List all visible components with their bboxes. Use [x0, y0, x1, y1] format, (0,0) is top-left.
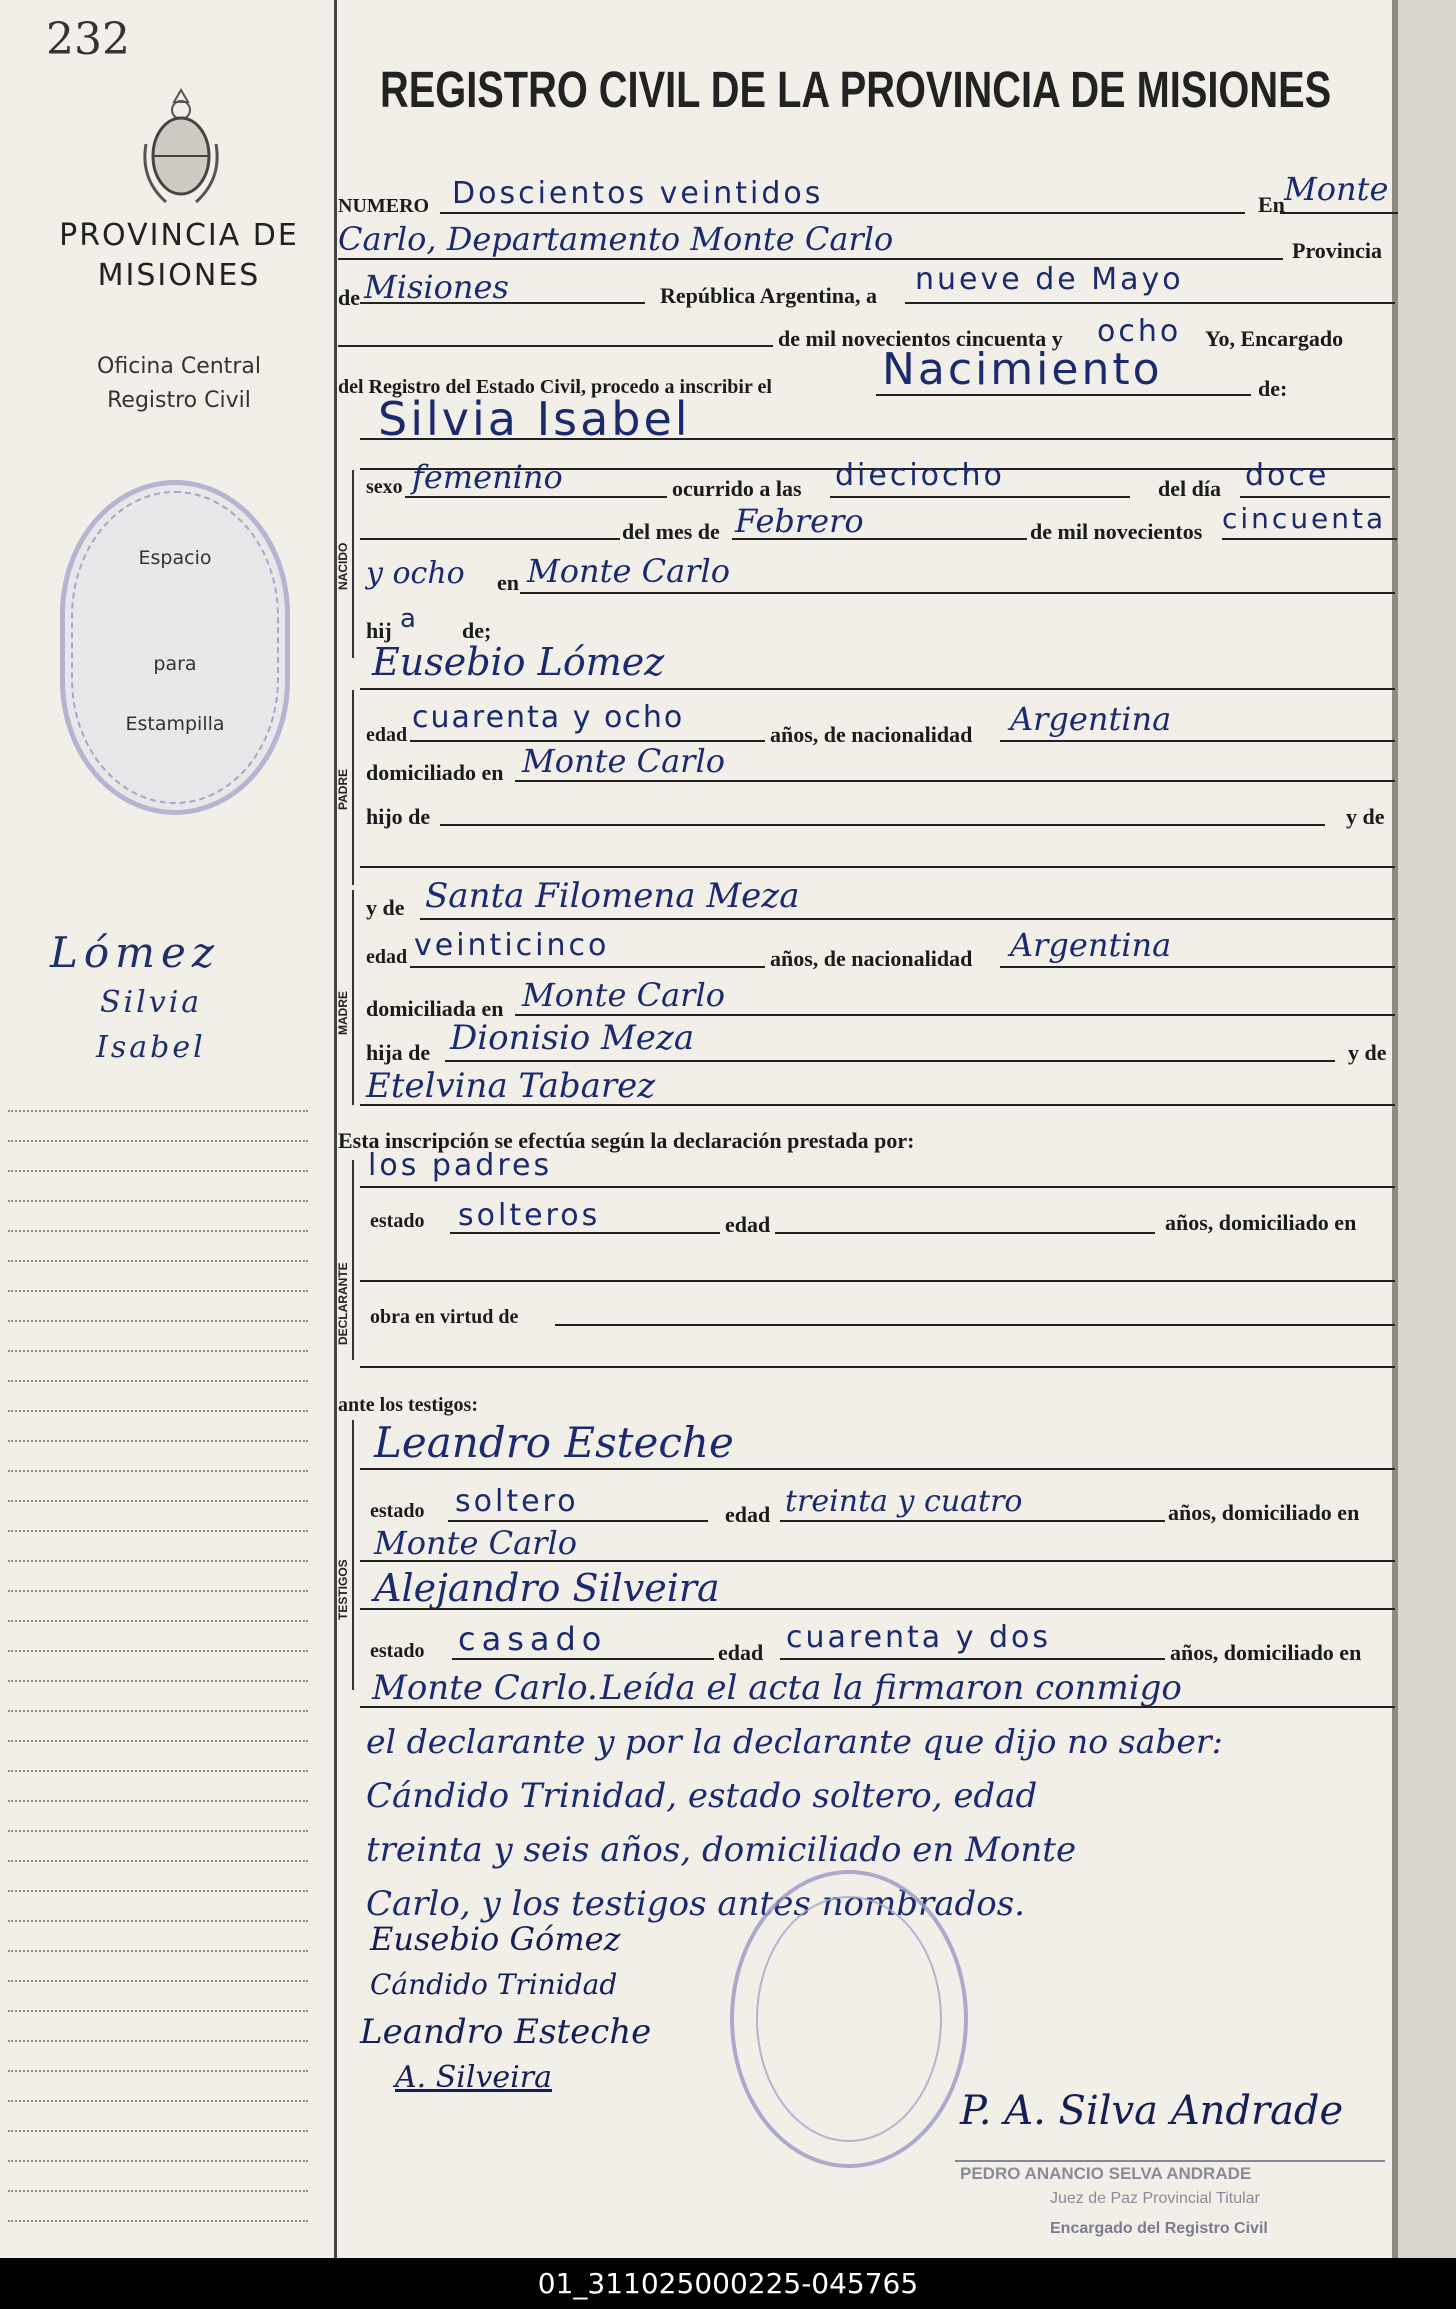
signature-witness-1: Leandro Esteche	[360, 2012, 652, 2052]
nacido-nombre: Silvia Isabel	[378, 392, 691, 446]
section-bar	[352, 470, 354, 658]
madre-nacionalidad: Argentina	[1010, 926, 1172, 964]
note-line-3: Cándido Trinidad, estado soltero, edad	[366, 1776, 1038, 1816]
fill-line	[876, 394, 1251, 396]
sexo-label: sexo	[366, 476, 403, 498]
de-label: de	[338, 285, 360, 310]
madre-hija-label: hija de	[366, 1040, 431, 1065]
ruled-line	[8, 1440, 308, 1442]
office-heading	[44, 350, 314, 418]
registro-label: del Registro del Estado Civil, procedo a inscribir el	[338, 376, 772, 398]
fill-line	[450, 1232, 720, 1234]
declarante-nombre: los padres	[368, 1148, 553, 1183]
ruled-line	[8, 1920, 308, 1922]
province-heading	[44, 216, 314, 296]
ruled-line	[8, 1110, 308, 1112]
stamp-ring	[71, 491, 279, 804]
madre-side-label: MADRE	[336, 991, 350, 1035]
ruled-line	[8, 1530, 308, 1532]
note-line-1: Leída el acta la firmaron conmigo	[600, 1668, 1182, 1708]
ruled-line	[8, 1500, 308, 1502]
madre-nac-label: años, de nacionalidad	[770, 946, 973, 971]
fill-line	[360, 688, 1395, 690]
testigos-side-label: TESTIGOS	[336, 1559, 350, 1620]
fill-line	[1222, 538, 1397, 540]
seal-ring	[756, 1896, 942, 2142]
ruled-line	[8, 1260, 308, 1262]
province-line-1: PROVINCIA DE	[59, 218, 299, 253]
anio-value: ocho	[1097, 314, 1182, 349]
madre-edad-label: edad	[366, 946, 408, 968]
fill-line	[1000, 740, 1395, 742]
declarante-edad-label: edad	[725, 1212, 771, 1237]
fill-line	[1000, 966, 1395, 968]
hora-value: dieciocho	[835, 458, 1005, 493]
provincia-label: Provincia	[1292, 238, 1383, 263]
declarante-anios-label: años, domiciliado en	[1165, 1210, 1357, 1235]
fill-line	[360, 866, 1395, 868]
margin-first-name: Silvia	[100, 985, 203, 1020]
folio-number: 232	[46, 14, 130, 65]
ruled-line	[8, 1770, 308, 1772]
nacido-anio2-value: y ocho	[366, 556, 465, 591]
note-line-2: el declarante y por la declarante que dijo no saber:	[366, 1722, 1223, 1761]
ruled-line	[8, 1140, 308, 1142]
padre-nac-label: años, de nacionalidad	[770, 722, 973, 747]
ruled-line	[8, 2100, 308, 2102]
ruled-line	[8, 1800, 308, 1802]
ruled-line	[8, 1290, 308, 1292]
nacido-anio-value: cincuenta	[1222, 502, 1387, 535]
fill-line	[445, 1060, 1335, 1062]
ruled-line	[8, 1980, 308, 1982]
stamp-label-3: Estampilla	[125, 713, 225, 735]
fill-line	[405, 496, 667, 498]
provincia-value: Misiones	[364, 268, 509, 306]
fill-line	[360, 1366, 1395, 1368]
page-edge	[1395, 0, 1456, 2258]
testigo2-estado: casado	[458, 1620, 608, 1658]
fill-line	[360, 1186, 1395, 1188]
ruled-line	[8, 2160, 308, 2162]
fill-line	[452, 1658, 714, 1660]
madre-nombre: Santa Filomena Meza	[425, 876, 800, 916]
fill-line	[780, 1520, 1165, 1522]
ruled-line	[8, 1320, 308, 1322]
testigo2-nombre: Alejandro Silveira	[374, 1566, 720, 1610]
testigo1-nombre: Leandro Esteche	[374, 1418, 734, 1467]
ruled-line	[8, 1650, 308, 1652]
hija-label: hij	[366, 618, 392, 643]
padre-edad: cuarenta y ocho	[412, 700, 685, 735]
fill-line	[520, 592, 1395, 594]
testigo2-anios-label: años, domiciliado en	[1170, 1640, 1362, 1665]
testigo2-estado-label: estado	[370, 1640, 425, 1662]
stamp-space	[60, 480, 290, 815]
ruled-line	[8, 1860, 308, 1862]
ruled-line	[8, 2010, 308, 2012]
madre-yde-label: y de	[366, 895, 405, 920]
testigo1-anios-label: años, domiciliado en	[1168, 1500, 1360, 1525]
signature-father: Eusebio Gómez	[370, 1920, 621, 1958]
fill-line	[830, 496, 1130, 498]
declarante-intro: Esta inscripción se efectúa según la declaración prestada por:	[338, 1128, 915, 1153]
ruled-line	[8, 1620, 308, 1622]
testigos-intro: ante los testigos:	[338, 1394, 478, 1416]
en-value: Monte	[1284, 170, 1389, 208]
testigo2-edad-label: edad	[718, 1640, 764, 1665]
padre-nacionalidad: Argentina	[1010, 700, 1172, 738]
testigo2-domicilio: Monte Carlo.	[372, 1668, 598, 1708]
ruled-line	[8, 1590, 308, 1592]
fill-line	[360, 1468, 1395, 1470]
coat-of-arms-icon	[136, 84, 226, 214]
madre-edad: veinticinco	[414, 928, 610, 963]
testigo1-edad: treinta y cuatro	[785, 1484, 1023, 1519]
registrar-role: Encargado del Registro Civil	[1050, 2220, 1268, 2237]
ruled-line	[8, 2130, 308, 2132]
hija-de-label: de;	[462, 618, 492, 643]
ruled-line	[8, 1830, 308, 1832]
ruled-line	[8, 1380, 308, 1382]
de2-label: de:	[1258, 376, 1288, 401]
section-bar	[352, 1420, 354, 1690]
madre-dom-label: domiciliada en	[366, 996, 504, 1021]
margin-second-name: Isabel	[96, 1030, 206, 1065]
fill-line	[338, 258, 1283, 260]
fill-line	[780, 1658, 1165, 1660]
stamp-label-2: para	[153, 653, 197, 675]
fill-line	[732, 538, 1027, 540]
mes-label: del mes de	[622, 519, 720, 544]
fill-line	[440, 824, 1325, 826]
anio-label: de mil novecientos cincuenta y	[778, 326, 1063, 351]
mes-anio-label: de mil novecientos	[1030, 519, 1203, 544]
fill-line	[515, 1014, 1395, 1016]
encargado-label: Yo, Encargado	[1205, 326, 1344, 351]
section-bar	[352, 1160, 354, 1360]
ruled-line	[8, 2040, 308, 2042]
signature-witness-2: A. Silveira	[395, 2060, 553, 2095]
signature-declarant: Cándido Trinidad	[370, 1968, 618, 2001]
padre-dom-label: domiciliado en	[366, 760, 504, 785]
registrar-title: Juez de Paz Provincial Titular	[1050, 2190, 1260, 2207]
fill-line	[360, 1104, 1395, 1106]
ruled-line	[8, 1350, 308, 1352]
madre-domicilio: Monte Carlo	[522, 976, 725, 1014]
testigo1-edad-label: edad	[725, 1502, 771, 1527]
fill-line	[410, 966, 765, 968]
fill-line	[440, 212, 1245, 214]
madre-padre: Dionisio Meza	[450, 1018, 695, 1058]
ruled-line	[8, 2190, 308, 2192]
fill-line	[360, 1280, 1395, 1282]
fill-line	[1240, 496, 1390, 498]
office-line-1: Oficina Central	[97, 354, 261, 379]
office-line-2: Registro Civil	[107, 388, 251, 413]
testigo2-edad: cuarenta y dos	[786, 1620, 1052, 1655]
margin-surname: Lómez	[50, 928, 220, 977]
file-id-footer: 01_311025000225-045765	[0, 2258, 1456, 2309]
fecha-value: nueve de Mayo	[915, 262, 1184, 297]
section-bar	[352, 890, 354, 1105]
fill-line	[448, 1520, 708, 1522]
fill-line	[360, 1706, 1395, 1708]
ruled-line	[8, 1680, 308, 1682]
fill-line	[360, 538, 620, 540]
testigo1-domicilio: Monte Carlo	[374, 1524, 577, 1562]
mes-value: Febrero	[735, 502, 864, 540]
dia-label: del día	[1158, 476, 1221, 501]
ruled-line	[8, 2220, 308, 2222]
padre-domicilio: Monte Carlo	[522, 742, 725, 780]
madre-yde2-label: y de	[1348, 1040, 1387, 1065]
form-frame-line	[334, 0, 337, 2258]
note-line-4: treinta y seis años, domiciliado en Monte	[366, 1830, 1077, 1870]
lugar-value: Carlo, Departamento Monte Carlo	[338, 220, 894, 258]
fill-line	[515, 780, 1395, 782]
en-label: En	[1258, 192, 1285, 217]
ruled-line	[8, 1230, 308, 1232]
numero-value: Doscientos veintidos	[452, 176, 824, 211]
province-line-2: MISIONES	[97, 258, 261, 293]
nacido-side-label: NACIDO	[336, 542, 350, 590]
fill-line	[338, 345, 773, 347]
fill-line	[360, 1608, 1395, 1610]
signature-line	[955, 2160, 1385, 2162]
sexo-value: femenino	[412, 458, 563, 496]
padre-edad-label: edad	[366, 724, 408, 746]
padre-nombre: Eusebio Lómez	[372, 640, 665, 684]
declarante-estado-label: estado	[370, 1210, 425, 1232]
nacido-en-label: en	[497, 570, 519, 595]
ruled-line	[8, 1710, 308, 1712]
ruled-line	[8, 1470, 308, 1472]
ruled-line	[8, 1170, 308, 1172]
padre-hijo-label: hijo de	[366, 804, 431, 829]
ruled-line	[8, 1560, 308, 1562]
numero-label: NUMERO	[338, 195, 430, 217]
fill-line	[360, 1560, 1395, 1562]
section-bar	[352, 690, 354, 885]
ruled-line	[8, 1890, 308, 1892]
ruled-line	[8, 1740, 308, 1742]
binding-edge	[1392, 0, 1398, 2258]
dia-value: doce	[1245, 458, 1330, 493]
fill-line	[555, 1324, 1395, 1326]
acto-value: Nacimiento	[882, 344, 1163, 395]
testigo1-estado: soltero	[455, 1484, 579, 1519]
ruled-line	[8, 1410, 308, 1412]
republica-label: República Argentina, a	[660, 283, 877, 308]
ruled-line	[8, 2070, 308, 2072]
fill-line	[775, 1232, 1155, 1234]
fill-line	[360, 302, 645, 304]
ocurrido-label: ocurrido a las	[672, 476, 802, 501]
hija-value: a	[400, 604, 419, 634]
page-title: REGISTRO CIVIL DE LA PROVINCIA DE MISIONES	[380, 61, 1332, 118]
official-seal	[730, 1870, 968, 2168]
fill-line	[360, 438, 1395, 440]
declarante-estado: solteros	[458, 1198, 601, 1233]
testigo1-estado-label: estado	[370, 1500, 425, 1522]
signature-registrar: P. A. Silva Andrade	[960, 2088, 1344, 2134]
stamp-label-1: Espacio	[138, 547, 212, 569]
padre-side-label: PADRE	[336, 768, 350, 810]
note-line-5: Carlo, y los testigos antes nombrados.	[366, 1884, 1025, 1924]
madre-madre: Etelvina Tabarez	[366, 1066, 656, 1106]
registrar-name: PEDRO ANANCIO SELVA ANDRADE	[960, 2164, 1252, 2183]
fill-line	[1280, 212, 1398, 214]
nacido-lugar: Monte Carlo	[527, 552, 730, 590]
fill-line	[905, 302, 1395, 304]
declarante-side-label: DECLARANTE	[336, 1262, 350, 1345]
ruled-line	[8, 1950, 308, 1952]
padre-yde-label: y de	[1346, 804, 1385, 829]
obra-label: obra en virtud de	[370, 1306, 519, 1328]
ruled-line	[8, 1200, 308, 1202]
fill-line	[420, 918, 1395, 920]
